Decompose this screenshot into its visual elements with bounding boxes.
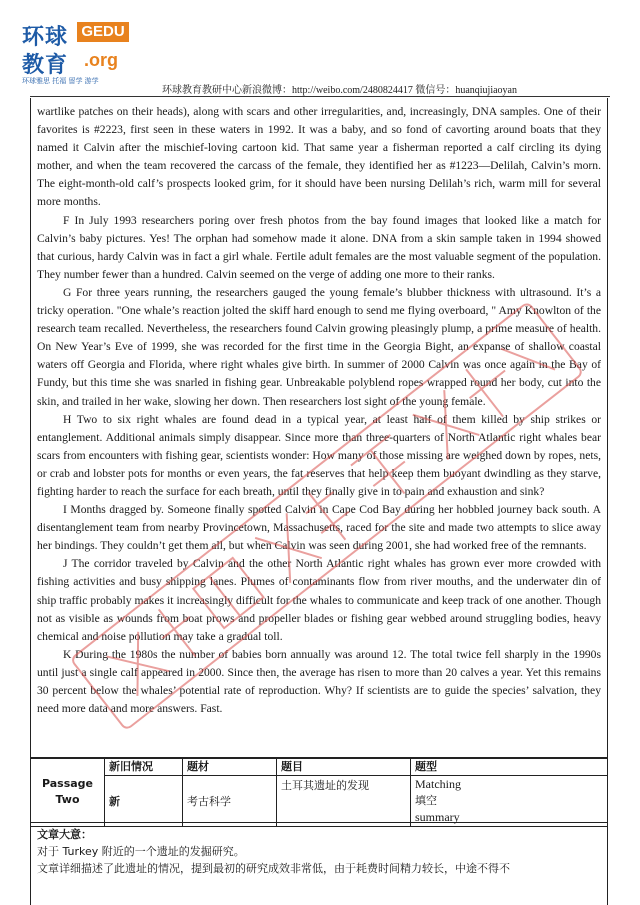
- header-question-types: 题型: [411, 759, 608, 776]
- passage-number: Two: [55, 793, 80, 807]
- passage-body: [30, 98, 608, 758]
- passage-label: Passage: [41, 777, 94, 791]
- paragraph-h: H Two to six right whales are found dead in a typical year, at least half of them killed by ship strikes or entanglement. Additional animals simply disappear. Since more than three-quarters of North Atlantic right whales bear scars from encounters with fishing gear, scientists wonder: How many of those missing are weighed down by ropes, nets, or crab and lobster pots for months or even years, the fat reserves that help keep them buoyant dwindling as they starve, fighting harder to reach the surface for each breath, until they finally give in to pain and exhaustion and sink?: [37, 412, 601, 498]
- paragraph-e-continued: wartlike patches on their heads), along with scars and other irregularities, and, increasingly, DNA samples. One of their favorites is #2223, first seen in these waters in 1992. It was a baby, and so fond of cavorting around boats that they named it Calvin after the mischief-loving cartoon kid. That same year a fisherman reported a calf circling its dying mother, and when the team recovered the carcass of the female, they identified her as #1223—Delilah, Calvin’s morn. The eight-month-old calf’s prospects looked grim, for it should have been nursing Delilah’s rich, warm mill for several more months.: [37, 105, 601, 209]
- article-summary: [30, 822, 608, 905]
- header-divider: [30, 96, 610, 97]
- table-header-row: [31, 759, 608, 776]
- summary-line: 对于 Turkey 附近的一个遗址的发掘研究。: [37, 845, 245, 858]
- logo-text-line2: 教育: [22, 53, 69, 78]
- genre-cell: 考古科学: [183, 776, 277, 827]
- header-status: 新旧情况: [105, 759, 183, 776]
- logo-badge: GEDU: [77, 22, 129, 42]
- header-contact-info: 环球教育教研中心新浪微博：http://weibo.com/2480824417 微信号：huanqiujiaoyan: [162, 85, 517, 96]
- summary-line: 文章详细描述了此遗址的情况，提到最初的研究成效非常低，由于耗费时间精力较长，中途不得不: [37, 862, 510, 875]
- question-type-item: 填空: [415, 793, 437, 807]
- paragraph-i: I Months dragged by. Someone finally spotted Calvin in Cape Cod Bay during her hobbled journey back south. A disentanglement team from nearby Provincetown, Massachusetts, raced for the site and made two attempts to slice away her bindings. They couldn’t get them all, but when Calvin was seen during 2001, she had worked free of the remnants.: [37, 503, 601, 553]
- question-types-cell: [411, 776, 608, 827]
- paragraph-f: F In July 1993 researchers poring over fresh photos from the bay found images that looked like a match for Calvin’s baby pictures. Yes! The orphan had somehow made it alone. DNA from a skin sample taken in 1994 showed that curious, hardy Calvin was in fact a girl whale. Fertile adult females are the most valuable segment of the population. They number fewer than a hundred. Calvin seemed on the verge of adding one more to their ranks.: [37, 213, 601, 281]
- gedu-logo: [22, 16, 132, 86]
- paragraph-g: G For three years running, the researchers gauged the young female’s blubber thickness with ultrasound. It’s a tricky operation. "One whale’s reaction jolted the skiff hard enough to send me flying overboard, " Amy Knowlton of the research team recalled. Nevertheless, the researchers found Calvin growing pleasingly plump, a prime measure of health. On New Year’s Eve of 1999, she was recorded for the first time in the Georgia Bight, an expanse of shallow coastal waters off Georgia and Florida, where right whales give birth. In summer of 2000 Calvin was once again in the Bay of Fundy, but this time she was snarled in fishing gear. Unbreakable polyblend ropes wrapped round her body, cut into the skin, and trailed in her wake, slowing her down. Then researchers lost sight of the young female.: [37, 285, 601, 408]
- passage-info-table: [30, 758, 608, 827]
- logo-domain: .org: [84, 50, 118, 70]
- topic-cell: 土耳其遗址的发现: [277, 776, 411, 827]
- paragraph-k: K During the 1980s the number of babies born annually was around 12. The total twice fell sharply in the 1990s until just a single calf appeared in 2000. Since then, the average has risen to more than 20 calves a year. Yet this remains 30 percent below the whales’ potential rate of reproduction. Why? If scientists are to guide the species’ salvation, they need more data and more answers. Fast.: [37, 647, 601, 716]
- summary-title: 文章大意：: [37, 828, 92, 841]
- question-type-item: Matching: [415, 777, 461, 791]
- header-topic: 题目: [277, 759, 411, 776]
- question-type-item: summary: [415, 810, 460, 824]
- status-cell: 新: [105, 776, 183, 827]
- page-header: [0, 0, 640, 100]
- passage-label-cell: [31, 759, 105, 827]
- header-genre: 题材: [183, 759, 277, 776]
- paragraph-j: J The corridor traveled by Calvin and the other North Atlantic right whales has grown ever more crowded with fishing activities and busy shipping lanes. Plumes of contaminants flow from river mouths, and the underwater din of ship traffic probably makes it increasingly difficult for the whales to communicate and keep track of one another. Though not as visible as wounds from boat prows and propeller blades or fishing gear webbed around struggling bodies, heavy chemical and noise pollution may take a gradual toll.: [37, 557, 601, 643]
- logo-text-line1: 环球: [22, 25, 69, 50]
- logo-subtitle: 环球雅思 托福 留学 游学: [22, 77, 99, 85]
- table-row: [31, 776, 608, 827]
